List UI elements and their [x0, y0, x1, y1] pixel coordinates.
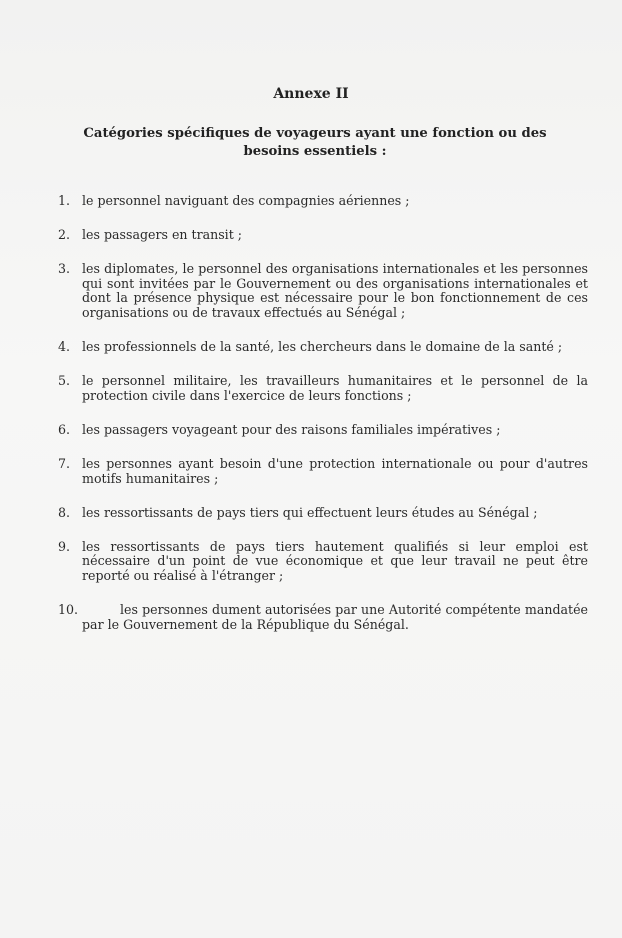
item-number: 7.: [58, 455, 71, 471]
list-item: [58, 603, 588, 632]
item-text: les ressortissants de pays tiers hautement qualifiés si leur emploi est nécessaire d'un point de vue économique et que leur travail ne peut être reporté ou réalisé à l'étranger ;: [82, 538, 588, 583]
item-text: les passagers voyageant pour des raisons familiales impératives ;: [82, 421, 501, 437]
item-number: 5.: [58, 373, 71, 389]
list-item: [58, 423, 588, 438]
traveler-categories-list: [58, 194, 588, 652]
item-number: 2.: [58, 227, 71, 243]
item-text: le personnel naviguant des compagnies aériennes ;: [82, 193, 410, 208]
list-item: [58, 262, 588, 320]
annex-subtitle: Catégories spécifiques de voyageurs ayant une fonction ou des besoins essentiels :: [83, 126, 547, 159]
item-text: les personnes ayant besoin d'une protection internationale ou pour d'autres motifs humanitaires ;: [82, 455, 588, 486]
list-item: [58, 457, 588, 486]
item-text: les passagers en transit ;: [82, 227, 243, 243]
list-item: [58, 374, 588, 403]
item-number: 9.: [58, 538, 71, 554]
item-text: le personnel militaire, les travailleurs humanitaires et le personnel de la protection civile dans l'exercice de leurs fonctions ;: [82, 373, 588, 403]
item-number: 6.: [58, 421, 71, 437]
item-number: 8.: [58, 504, 71, 520]
item-text: les ressortissants de pays tiers qui effectuent leurs études au Sénégal ;: [82, 504, 538, 520]
item-number: 4.: [58, 339, 71, 355]
item-text: les diplomates, le personnel des organisations internationales et les personnes qui sont invitées par le Gouvernement ou des organisations internationales et dont la présence physique est nécessaire pour le bon fonctionnement de ces organisations ou de travaux effectués au Sénégal ;: [82, 261, 588, 320]
list-item: [58, 228, 588, 243]
list-item: [58, 506, 588, 521]
list-item: [58, 340, 588, 355]
annex-title: Annexe II: [273, 86, 349, 102]
item-number: 1.: [58, 193, 71, 208]
item-text: les professionnels de la santé, les chercheurs dans le domaine de la santé ;: [82, 339, 563, 355]
list-item: [58, 540, 588, 584]
item-text: les personnes dument autorisées par une Autorité compétente mandatée par le Gouvernement de la République du Sénégal.: [82, 602, 588, 632]
item-number: 10.: [58, 602, 79, 617]
list-item: [58, 194, 588, 209]
item-number: 3.: [58, 261, 71, 277]
